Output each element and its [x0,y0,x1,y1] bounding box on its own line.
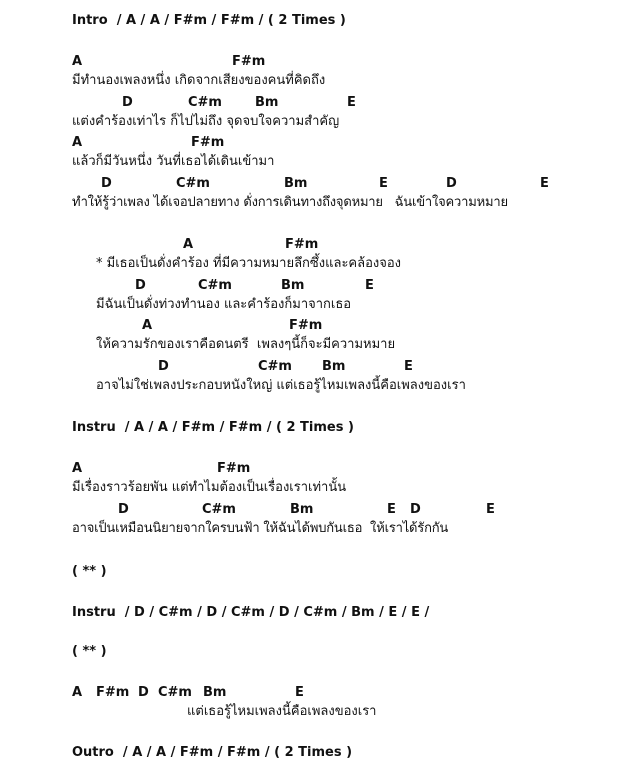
chord: E [295,685,304,700]
chord: Bm [281,278,305,293]
lyric-line: อาจเป็นเหมือนนิยายจากใครบนฟ้า ให้ฉันได้พบกันเธอ ให้เราได้รักกัน [72,521,449,536]
chord: A [72,461,83,476]
outro-line: Outro / A / A / F#m / F#m / ( 2 Times ) [72,745,353,760]
chord: E [379,176,388,191]
chord: D [410,502,421,517]
lyric-line: อาจไม่ใช่เพลงประกอบหนังใหญ่ แต่เธอรู้ไหมเพลงนี้คือเพลงของเรา [96,378,466,393]
lyric-line: มีเรื่องราวร้อยพัน แต่ทำไมต้องเป็นเรื่องเราเท่านั้น [72,480,347,495]
chord: E [486,502,495,517]
chord: E [365,278,374,293]
chord: E [540,176,549,191]
chord: A [142,318,153,333]
chord: F#m [285,237,319,252]
chord: F#m [289,318,323,333]
lyric-line: มีฉันเป็นดั่งท่วงทำนอง และคำร้องก็มาจากเธอ [96,297,352,312]
lyric-line: * มีเธอเป็นดั่งคำร้อง ที่มีความหมายลึกซึ้งและคล้องจอง [96,256,402,271]
chord: D [138,685,149,700]
chord: D [158,359,169,374]
chord: E [387,502,396,517]
chord: E [347,95,356,110]
chord: C#m [198,278,232,293]
lyric-line: แต่เธอรู้ไหมเพลงนี้คือเพลงของเรา [187,704,377,719]
chord: C#m [188,95,222,110]
chord: F#m [232,54,266,69]
chord: A [72,54,83,69]
chord: C#m [258,359,292,374]
chord: Bm [255,95,279,110]
chord: A [72,685,83,700]
intro-line: Intro / A / A / F#m / F#m / ( 2 Times ) [72,13,346,28]
repeat-marker: ( ** ) [72,564,107,579]
chord: Bm [284,176,308,191]
chord: C#m [158,685,192,700]
chord: D [446,176,457,191]
lyric-line: ทำให้รู้ว่าเพลง ได้เจอปลายทาง ดั่งการเดินทางถึงจุดหมาย ฉันเข้าใจความหมาย [72,195,508,210]
repeat-marker: ( ** ) [72,644,107,659]
chord: F#m [96,685,130,700]
chord: F#m [217,461,251,476]
chord: F#m [191,135,225,150]
chord: D [122,95,133,110]
chord: D [101,176,112,191]
chord: Bm [322,359,346,374]
chord: D [135,278,146,293]
chord: C#m [176,176,210,191]
chord: A [183,237,194,252]
lyric-line: แล้วก็มีวันหนึ่ง วันที่เธอได้เดินเข้ามา [72,154,275,169]
chord: E [404,359,413,374]
lyric-line: แต่งคำร้องเท่าไร ก็ไปไม่ถึง จุดจบใจความสำคัญ [72,114,340,129]
chord: A [72,135,83,150]
chord: D [118,502,129,517]
chord: C#m [202,502,236,517]
instru-line: Instru / A / A / F#m / F#m / ( 2 Times ) [72,420,354,435]
chord: Bm [203,685,227,700]
instru-line: Instru / D / C#m / D / C#m / D / C#m / Bm / E / E / [72,605,430,620]
lyric-line: มีทำนองเพลงหนึ่ง เกิดจากเสียงของคนที่คิดถึง [72,73,326,88]
lyric-line: ให้ความรักของเราคือดนตรี เพลงๆนี้ก็จะมีความหมาย [96,337,396,352]
chord: Bm [290,502,314,517]
